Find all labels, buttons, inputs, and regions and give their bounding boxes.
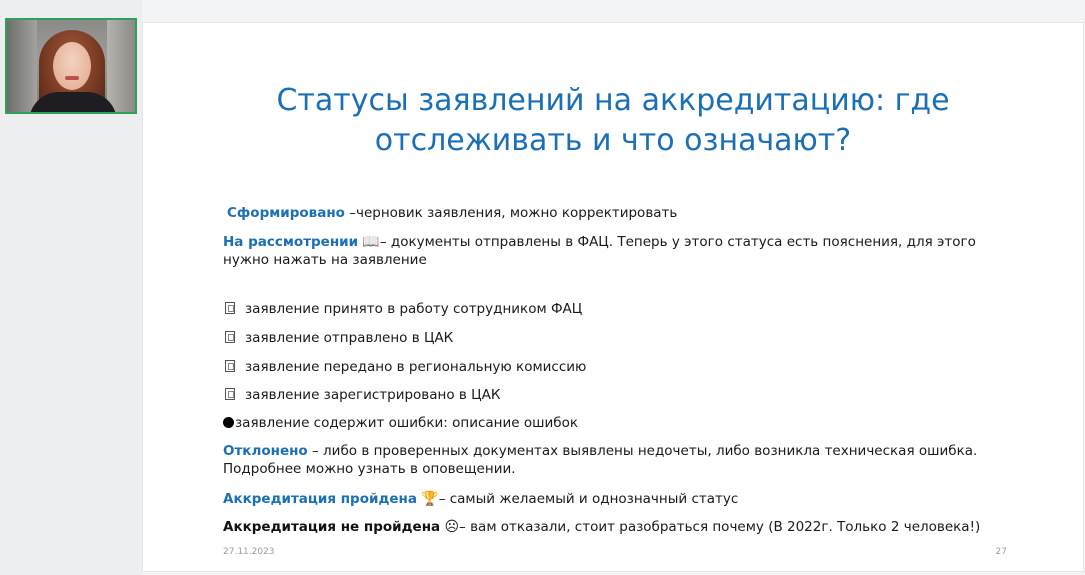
sub-item-1-text: заявление принято в работу сотрудником ФАЦ — [245, 301, 583, 317]
sub-item-2 — [223, 330, 453, 346]
slide-title-line2: отслеживать и что означают? — [374, 123, 852, 158]
item-passed — [223, 491, 738, 507]
checkbox-icon — [225, 388, 235, 400]
sub-item-2-text: заявление отправлено в ЦАК — [245, 330, 454, 346]
sub-item-4-text: заявление зарегистрировано в ЦАК — [245, 387, 501, 403]
status-formed-text: –черновик заявления, можно корректировать — [344, 205, 678, 221]
status-rejected-text: – либо в проверенных документах выявлены недочеты, либо возникла техническая ошибка. Подробнее можно узнать в оповещении. — [223, 443, 978, 477]
status-rejected-label: Отклонено — [223, 443, 308, 459]
book-icon: 📖 — [362, 234, 380, 250]
slide-title — [143, 81, 1083, 161]
sub-item-3-text: заявление передано в региональную комиссию — [245, 359, 587, 375]
sub-item-5-text: заявление содержит ошибки: описание ошибок — [235, 415, 578, 431]
status-failed-text: – вам отказали, стоит разобраться почему (В 2022г. Только 2 человека!) — [459, 519, 981, 535]
status-formed-label: Сформировано — [227, 205, 345, 221]
sub-item-4 — [223, 387, 500, 403]
status-review-text: – документы отправлены в ФАЦ. Теперь у этого статуса есть пояснения, для этого нужно нажать на заявление — [223, 234, 976, 268]
webcam-video[interactable] — [5, 18, 137, 114]
slide-title-line1: Статусы заявлений на аккредитацию: где — [276, 83, 950, 118]
trophy-icon: 🏆 — [421, 491, 439, 507]
status-passed-label: Аккредитация пройдена — [223, 491, 417, 507]
item-rejected — [223, 442, 1013, 478]
sub-item-1 — [223, 301, 582, 317]
item-formed — [227, 205, 677, 221]
status-failed-label: Аккредитация не пройдена — [223, 519, 441, 535]
slide-date: 27.11.2023 — [223, 547, 275, 557]
black-dot-icon — [223, 417, 234, 428]
status-passed-text: – самый желаемый и однозначный статус — [438, 491, 739, 507]
checkbox-icon — [225, 302, 235, 314]
item-failed — [223, 519, 980, 535]
sad-face-icon: ☹ — [444, 519, 460, 535]
checkbox-icon — [225, 360, 235, 372]
checkbox-icon — [225, 331, 235, 343]
slide-page-number: 27 — [995, 547, 1007, 557]
status-review-label: На рассмотрении — [223, 234, 359, 250]
item-review — [223, 233, 1013, 269]
sub-item-5 — [223, 415, 578, 431]
presentation-slide — [142, 22, 1084, 572]
sub-item-3 — [223, 359, 586, 375]
